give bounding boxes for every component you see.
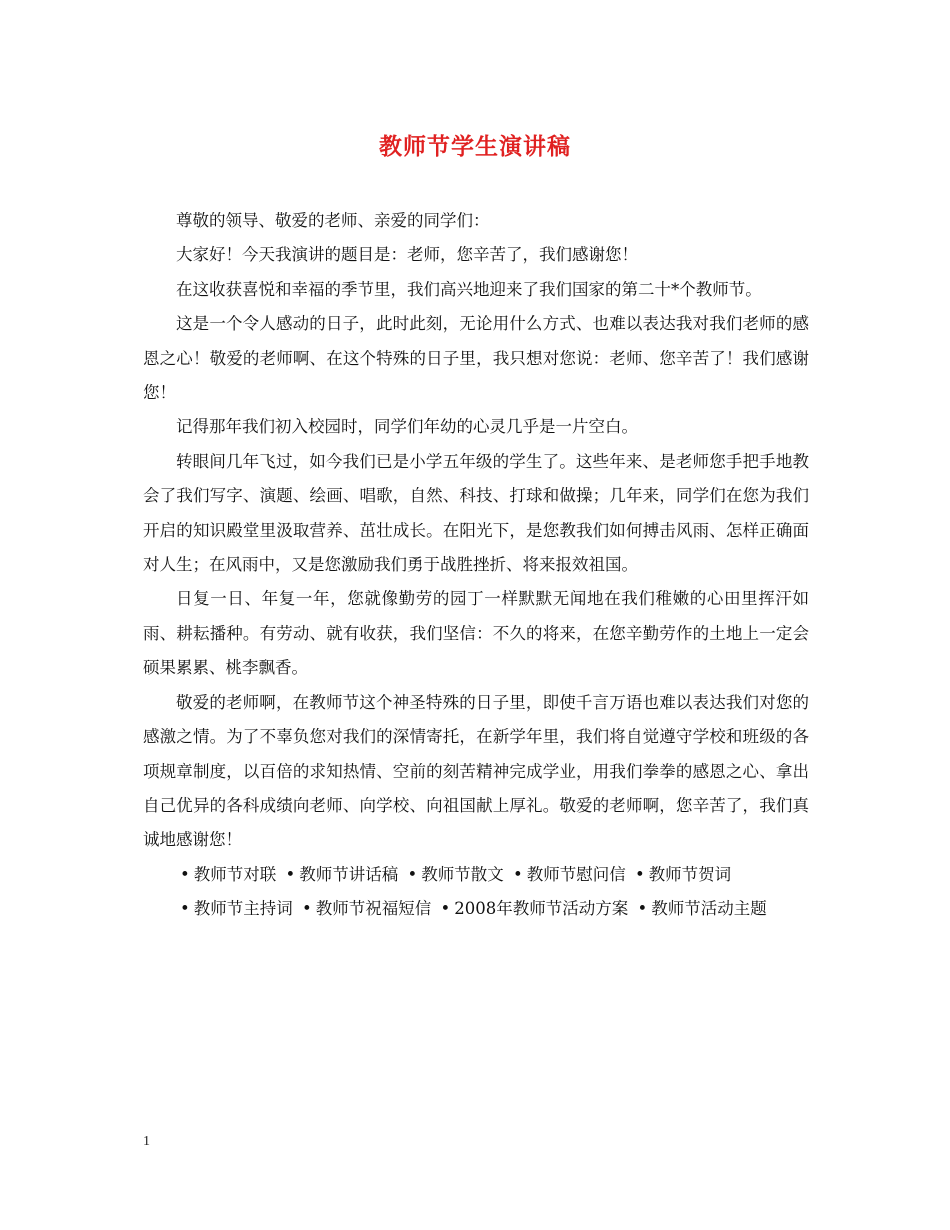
bullet-icon: • (637, 899, 648, 919)
bullet-icon: • (440, 899, 451, 919)
related-links-row-2 (143, 892, 809, 926)
paragraph-memory: 记得那年我们初入校园时，同学们年幼的心灵几乎是一片空白。 (176, 417, 638, 437)
related-link-activity-plan[interactable]: 2008年教师节活动方案 (454, 899, 629, 919)
bullet-icon: • (634, 864, 645, 884)
bullet-icon: • (285, 864, 296, 884)
bullet-icon: • (180, 899, 190, 919)
bullet-icon: • (512, 864, 523, 884)
paragraph-pledge: 敬爱的老师啊，在教师节这个神圣特殊的日子里，即使千言万语也难以表达我们对您的感激之情。为了不辜负您对我们的深情寄托，在新学年里，我们将自觉遵守学校和班级的各项规章制度，以百倍的求知热情、空前的刻苦精神完成学业，用我们拳拳的感恩之心、拿出自己优异的各科成绩向老师、向学校、向祖国献上厚礼。敬爱的老师啊，您辛苦了，我们真诚地感谢您！ (143, 692, 809, 850)
related-link-host-script[interactable]: 教师节主持词 (193, 899, 293, 919)
paragraph-topic: 大家好！今天我演讲的题目是：老师，您辛苦了，我们感谢您！ (176, 245, 638, 265)
related-link-sms-wishes[interactable]: 教师节祝福短信 (315, 899, 432, 919)
paragraph-growth: 转眼间几年飞过，如今我们已是小学五年级的学生了。这些年来、是老师您手把手地教会了我们写字、演题、绘画、唱歌，自然、科技、打球和做操；几年来，同学们在您为我们开启的知识殿堂里汲取营养、茁壮成长。在阳光下，是您教我们如何搏击风雨、怎样正确面对人生；在风雨中，又是您激励我们勇于战胜挫折、将来报效祖国。 (143, 451, 809, 575)
paragraph-gardener: 日复一日、年复一年，您就像勤劳的园丁一样默默无闻地在我们稚嫩的心田里挥汗如雨、耕耘播种。有劳动、就有收获，我们坚信：不久的将来，在您辛勤劳作的土地上一定会硕果累累、桃李飘香。 (143, 589, 809, 678)
paragraph-season: 在这收获喜悦和幸福的季节里，我们高兴地迎来了我们国家的第二十*个教师节。 (176, 279, 762, 299)
document-title: 教师节学生演讲稿 (379, 134, 571, 160)
related-link-condolence-letter[interactable]: 教师节慰问信 (526, 864, 626, 884)
paragraph-greeting: 尊敬的领导、敬爱的老师、亲爱的同学们： (176, 211, 490, 230)
page-number: 1 (143, 1134, 150, 1149)
bullet-icon: • (301, 899, 312, 919)
bullet-icon: • (180, 864, 190, 884)
related-link-greetings[interactable]: 教师节贺词 (648, 864, 732, 884)
related-link-essay[interactable]: 教师节散文 (421, 864, 504, 884)
related-links-row-1 (143, 858, 809, 892)
document-body (143, 204, 809, 927)
paragraph-gratitude: 这是一个令人感动的日子，此时此刻，无论用什么方式、也难以表达我对我们老师的感恩之心！敬爱的老师啊、在这个特殊的日子里，我只想对您说：老师、您辛苦了！我们感谢您！ (143, 314, 809, 403)
related-link-couplets[interactable]: 教师节对联 (193, 864, 277, 884)
related-link-activity-theme[interactable]: 教师节活动主题 (651, 899, 767, 919)
related-link-speech[interactable]: 教师节讲话稿 (299, 864, 399, 884)
bullet-icon: • (407, 864, 418, 884)
